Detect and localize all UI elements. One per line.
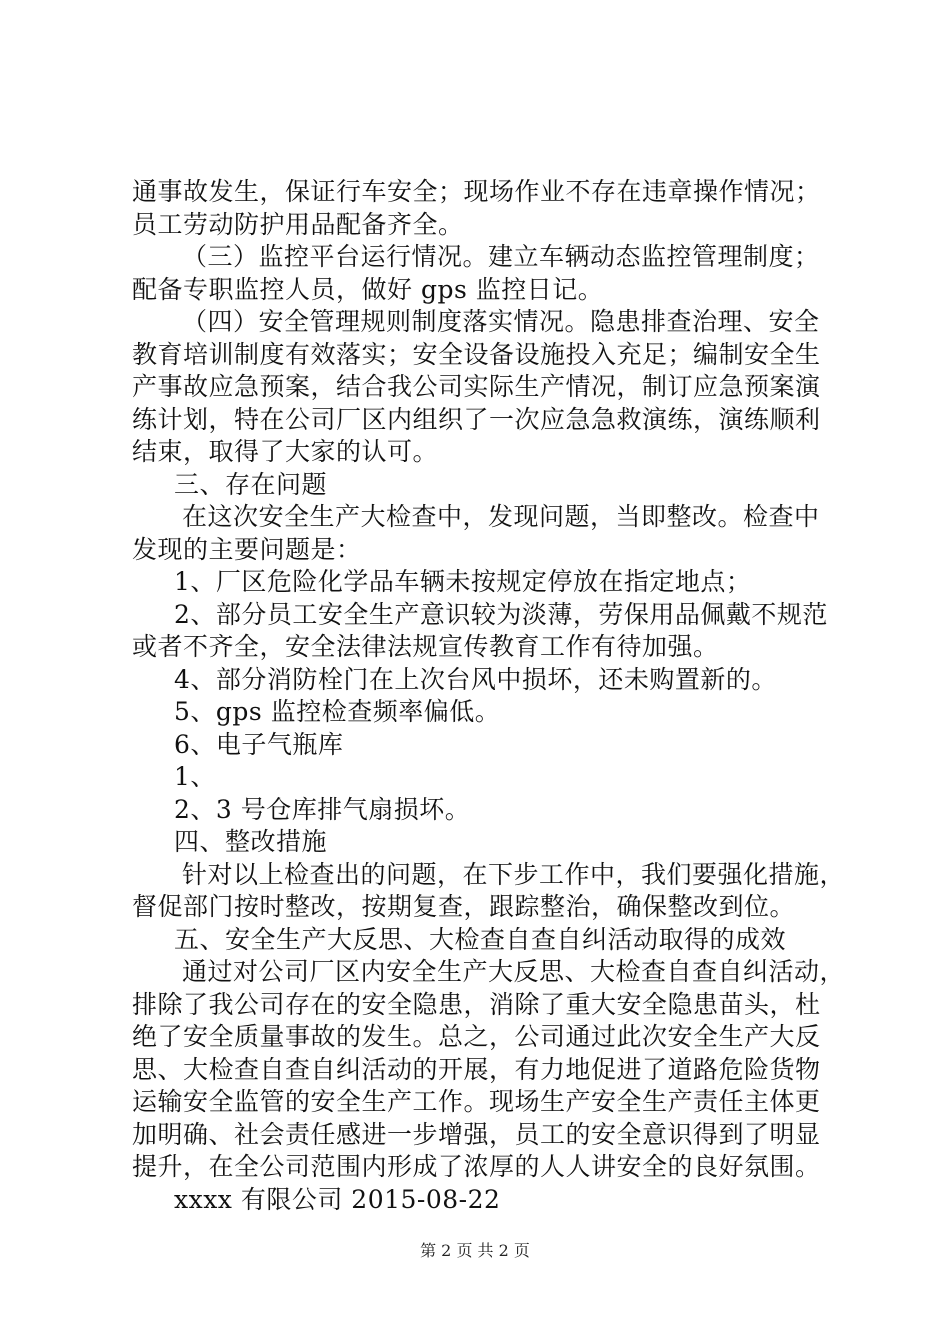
text-line: 2、3 号仓库排气扇损坏。 xyxy=(174,794,471,824)
text-line: 或者不齐全，安全法律法规宣传教育工作有待加强。 xyxy=(132,632,719,661)
text-line: 结束，取得了大家的认可。 xyxy=(132,437,439,466)
text-line: 五、安全生产大反思、大检查自查自纠活动取得的成效 xyxy=(174,924,787,954)
text-line: 1、厂区危险化学品车辆未按规定停放在指定地点； xyxy=(174,567,752,596)
text-line: 发现的主要问题是： xyxy=(132,534,362,564)
text-line: 4、部分消防栓门在上次台风中损坏，还未购置新的。 xyxy=(174,664,777,694)
text-line: 产事故应急预案，结合我公司实际生产情况，制订应急预案演 xyxy=(132,372,821,401)
text-line: 排除了我公司存在的安全隐患，消除了重大安全隐患苗头，杜 xyxy=(132,989,821,1019)
text-line: 练计划，特在公司厂区内组织了一次应急急救演练，演练顺利 xyxy=(132,404,821,434)
text-line: 督促部门按时整改，按期复查，跟踪整治，确保整改到位。 xyxy=(132,892,796,921)
text-line: 思、大检查自查自纠活动的开展，有力地促进了道路危险货物 xyxy=(132,1054,821,1084)
text-line: 配备专职监控人员，做好 gps 监控日记。 xyxy=(132,274,604,304)
text-line: 三、存在问题 xyxy=(174,469,328,499)
text-line: 1、 xyxy=(174,762,216,791)
text-line: 6、电子气瓶库 xyxy=(174,729,344,759)
text-line: 加明确、社会责任感进一步增强，员工的安全意识得到了明显 xyxy=(132,1119,821,1149)
text-line: 通事故发生，保证行车安全；现场作业不存在违章操作情况； xyxy=(132,177,821,206)
document-body xyxy=(132,176,846,1216)
text-line: xxxx 有限公司 2015-08-22 xyxy=(174,1184,501,1214)
text-line: （四）安全管理规则制度落实情况。隐患排查治理、安全 xyxy=(182,307,820,336)
text-line: 运输安全监管的安全生产工作。现场生产安全生产责任主体更 xyxy=(132,1087,821,1116)
text-line: 在这次安全生产大检查中，发现问题，当即整改。检查中 xyxy=(182,502,820,531)
text-line: 员工劳动防护用品配备齐全。 xyxy=(132,209,464,239)
text-line: 5、gps 监控检查频率偏低。 xyxy=(174,697,501,726)
text-line: 通过对公司厂区内安全生产大反思、大检查自查自纠活动， xyxy=(182,957,846,986)
text-line: （三）监控平台运行情况。建立车辆动态监控管理制度； xyxy=(182,242,820,271)
text-line: 2、部分员工安全生产意识较为淡薄，劳保用品佩戴不规范 xyxy=(174,599,828,629)
text-line: 针对以上检查出的问题，在下步工作中，我们要强化措施， xyxy=(182,859,846,889)
text-line: 教育培训制度有效落实；安全设备设施投入充足；编制安全生 xyxy=(132,339,821,369)
text-line: 提升，在全公司范围内形成了浓厚的人人讲安全的良好氛围。 xyxy=(132,1152,821,1181)
text-line: 四、整改措施 xyxy=(174,827,328,856)
page-footer: 第 2 页 共 2 页 xyxy=(420,1241,530,1260)
text-line: 绝了安全质量事故的发生。总之，公司通过此次安全生产大反 xyxy=(132,1022,821,1051)
